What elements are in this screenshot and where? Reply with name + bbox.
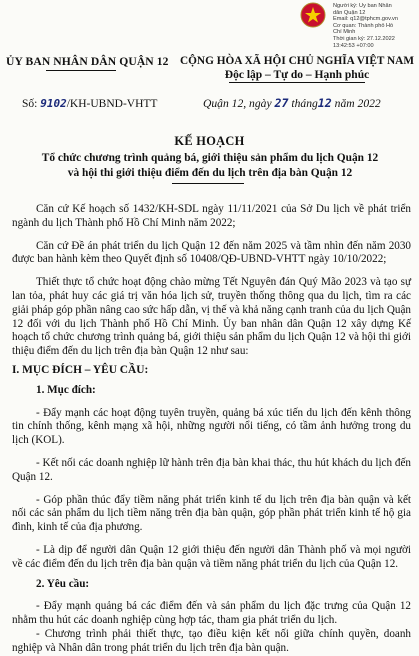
- issuer-underline: [46, 70, 116, 71]
- date-day-handwritten: 27: [274, 96, 289, 110]
- signature-line: Email: q12@tphcm.gov.vn: [333, 16, 398, 23]
- vn-emblem-icon: [300, 2, 326, 28]
- subsection-heading: 1. Mục đích:: [36, 383, 96, 396]
- signature-line: dân Quận 12: [333, 9, 366, 16]
- date-prefix: Quận 12, ngày: [203, 97, 272, 110]
- paragraph: - Góp phần thúc đẩy tiềm năng phát triển kinh tế du lịch trên địa bàn quận và kết nối các sản phẩm du lịch tiềm năng trên địa bàn quận, góp phần phát triển kinh tế hộ gia đình, kinh tế của địa phương.: [12, 493, 411, 534]
- national-header: [178, 55, 416, 83]
- digital-signature-stamp: [300, 2, 416, 54]
- document-body: [12, 203, 411, 656]
- signature-info: [333, 3, 417, 49]
- paragraph: - Đẩy mạnh quảng bá các điểm đến và sản phẩm du lịch đặc trưng của Quận 12 nhằm thu hút các doanh nghiệp cùng hợp tác, tham gia phát triển du lịch.: [12, 600, 411, 627]
- subtitle-line: và hội thi giới thiệu điểm đến du lịch trên địa bàn Quận 12: [67, 167, 353, 179]
- section-heading: I. MỤC ĐÍCH – YÊU CẦU:: [12, 363, 149, 376]
- paragraph: Căn cứ Kế hoạch số 1432/KH-SDL ngày 11/11/2021 của Sở Du lịch về phát triển ngành du lịch Thành phố Hồ Chí Minh năm 2022;: [12, 203, 411, 229]
- doc-number-suffix: /KH-UBND-VHTT: [66, 98, 158, 110]
- paragraph: Thiết thực tổ chức hoạt động chào mừng Tết Nguyên đán Quý Mão 2023 và tạo sự lan tỏa, phát huy các giá trị văn hóa lịch sử, truyền thống thông qua du lịch, tìm ra các giải pháp góp phần nâng cao sức hấp dẫn, vị thế và khả năng cạnh tranh của du lịch Quận 12 đối với du lịch Thành phố Hồ Chí Minh. Ủy ban nhân dân Quận 12 xây dựng Kế hoạch tổ chức chương trình quảng bá, giới thiệu sản phẩm du lịch Quận 12 và hội thi giới thiệu điểm đến du lịch trên địa bàn Quận 12 như sau:: [12, 276, 411, 358]
- date-month-handwritten: 12: [317, 96, 332, 110]
- paragraph: - Kết nối các doanh nghiệp lữ hành trên địa bàn khai thác, thu hút khách du lịch đến Quận 12.: [12, 456, 411, 483]
- signature-line: Người ký: Ủy ban Nhân: [333, 3, 392, 9]
- paragraph: Căn cứ Đề án phát triển du lịch Quận 12 đến năm 2025 và tầm nhìn đến năm 2030 được ban hành kèm theo Quyết định số 10408/QĐ-UBND-VHTT ngày 10/10/2022;: [12, 239, 411, 266]
- signature-line: Chí Minh: [333, 29, 356, 36]
- date-suffix: năm 2022: [334, 97, 381, 110]
- national-motto: Độc lập – Tự do – Hạnh phúc: [224, 69, 370, 81]
- subtitle-line: Tổ chức chương trình quảng bá, giới thiệu sản phẩm du lịch Quận 12: [41, 152, 379, 164]
- subtitle-underline: [172, 183, 244, 184]
- doc-number-prefix: Số:: [22, 98, 38, 110]
- issuer-block: [6, 55, 169, 71]
- paragraph: - Đẩy mạnh các hoạt động tuyên truyền, quảng bá xúc tiến du lịch đến kênh thông tin chính thống, kênh mạng xã hội, những người nổi tiếng, có tầm ảnh hưởng trong du lịch (KOL).: [12, 406, 411, 447]
- motto-underline: [229, 82, 365, 83]
- doc-number-handwritten: 9102: [40, 97, 67, 110]
- issue-date: [203, 96, 381, 110]
- subsection-heading: 2. Yêu cầu:: [36, 577, 90, 590]
- signature-line: Cơ quan: Thành phố Hồ: [333, 22, 394, 29]
- issuer-name: ỦY BAN NHÂN DÂN QUẬN 12: [6, 55, 169, 68]
- signature-line: 13:42:53 +07:00: [333, 42, 374, 49]
- date-mid: tháng: [291, 97, 318, 110]
- document-subtitle: [10, 151, 410, 181]
- paragraph: - Là dịp để người dân Quận 12 giới thiệu đến người dân Thành phố và mọi người về các điểm đến du lịch trên địa bàn quận và tiềm năng phát triển du lịch của Quận 12.: [12, 543, 411, 570]
- signature-line: Thời gian ký: 27.12.2022: [333, 35, 395, 42]
- nation-name: CỘNG HÒA XÃ HỘI CHỦ NGHĨA VIỆT NAM: [179, 55, 415, 67]
- document-title: KẾ HOẠCH: [174, 134, 245, 148]
- document-number: [22, 97, 157, 110]
- paragraph: - Chương trình phải thiết thực, tạo điều kiện kết nối giữa chính quyền, doanh nghiệp và Nhân dân trong phát triển du lịch trên địa bàn quận.: [12, 627, 411, 654]
